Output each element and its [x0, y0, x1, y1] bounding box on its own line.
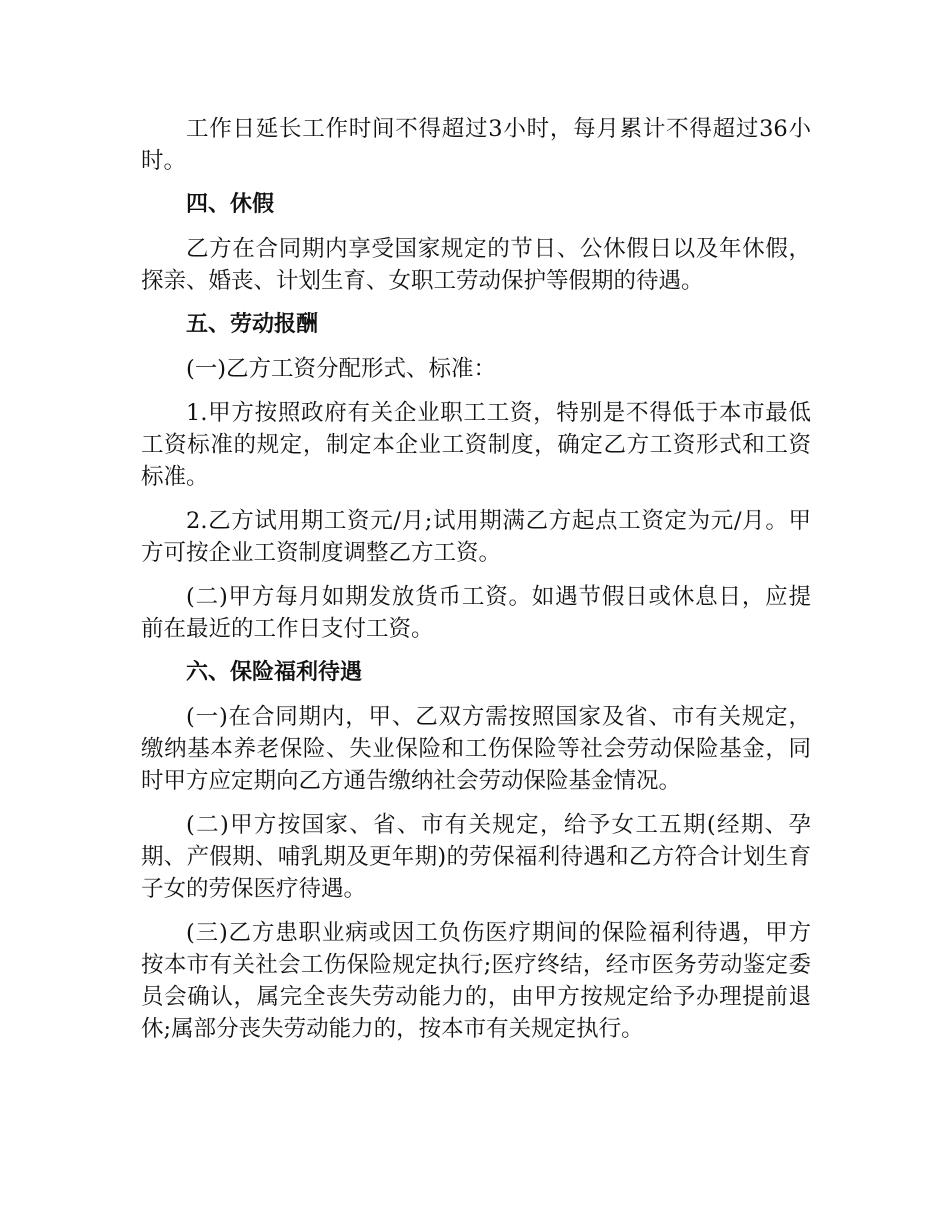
heading-remuneration: 五、劳动报酬 [186, 312, 319, 337]
paragraph-social-insurance: (一)在合同期内，甲、乙双方需按照国家及省、市有关规定，缴纳基本养老保险、失业保险和工伤保险等社会劳动保险基金，同时甲方应定期向乙方通告缴纳社会劳动保险基金情况。 [141, 704, 811, 794]
document-page [141, 113, 811, 1057]
heading-insurance-welfare: 六、保险福利待遇 [186, 660, 363, 685]
paragraph-leave: 乙方在合同期内享受国家规定的节日、公休假日以及年休假，探亲、婚丧、计划生育、女职工劳动保护等假期的待遇。 [141, 236, 811, 294]
paragraph-wage-form: (一)乙方工资分配形式、标准： [186, 356, 497, 382]
paragraph-female-welfare: (二)甲方按国家、省、市有关规定，给予女工五期(经期、孕期、产假期、哺乳期及更年期)的劳保福利待遇和乙方符合计划生育子女的劳保医疗待遇。 [141, 812, 811, 902]
paragraph-overtime-limit: 工作日延长工作时间不得超过3小时，每月累计不得超过36小时。 [141, 116, 811, 174]
paragraph-wage-payment: (二)甲方每月如期发放货币工资。如遇节假日或休息日，应提前在最近的工作日支付工资。 [141, 584, 811, 642]
paragraph-probation-wage: 2.乙方试用期工资元/月;试用期满乙方起点工资定为元/月。甲方可按企业工资制度调整乙方工资。 [141, 508, 811, 566]
paragraph-occupational-injury: (三)乙方患职业病或因工负伤医疗期间的保险福利待遇，甲方按本市有关社会工伤保险规定执行;医疗终结，经市医务劳动鉴定委员会确认，属完全丧失劳动能力的，由甲方按规定给予办理提前退休;属部分丧失劳动能力的，按本市有关规定执行。 [141, 920, 811, 1042]
paragraph-wage-standard: 1.甲方按照政府有关企业职工工资，特别是不得低于本市最低工资标准的规定，制定本企业工资制度，确定乙方工资形式和工资标准。 [141, 400, 811, 490]
heading-leave: 四、休假 [186, 192, 275, 217]
